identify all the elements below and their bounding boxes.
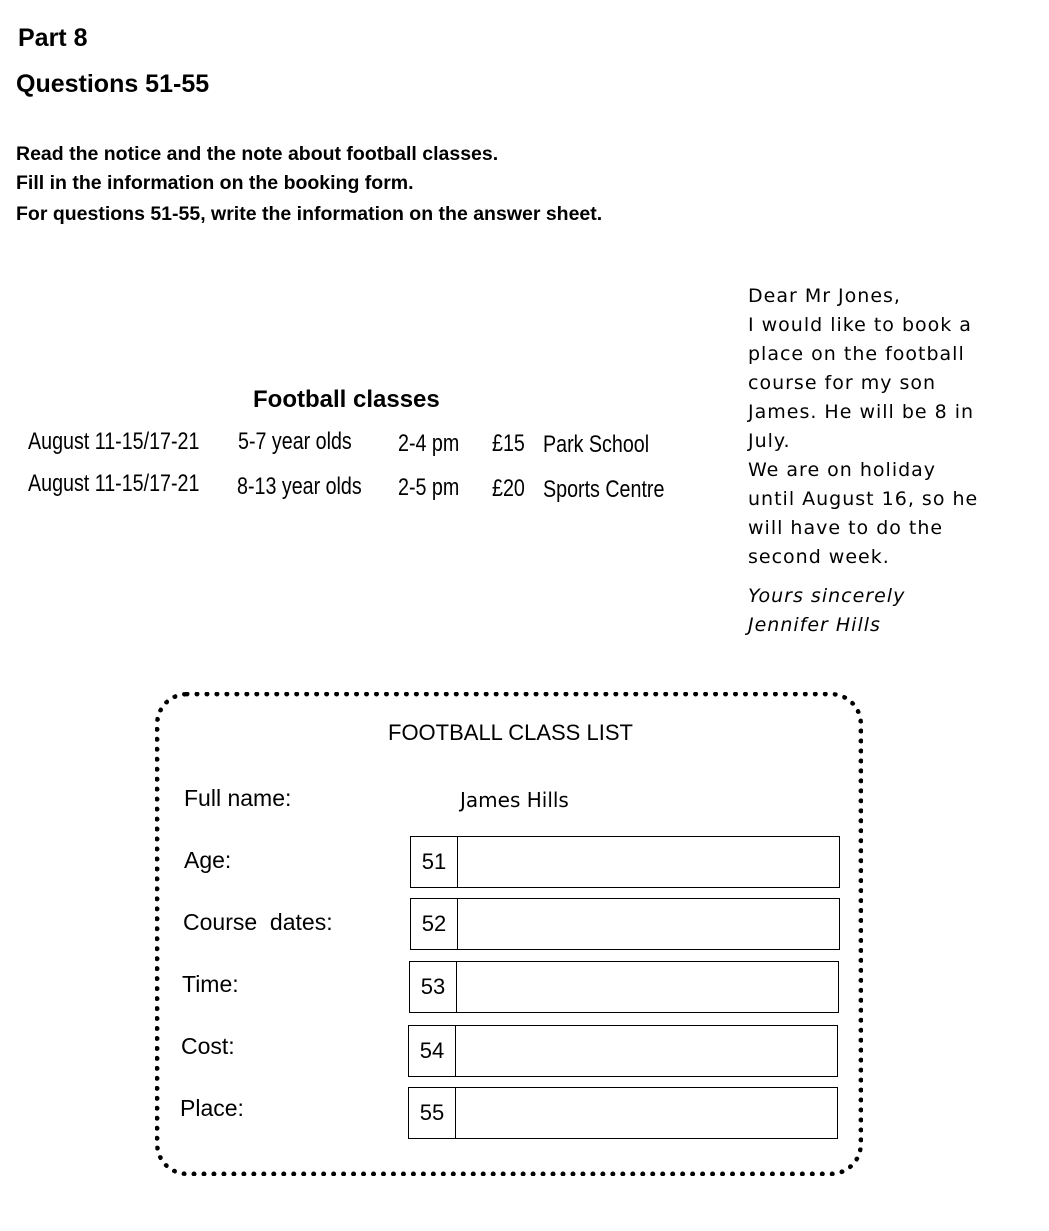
note-line: Dear Mr Jones, <box>748 285 901 307</box>
cost-label: Cost: <box>181 1033 235 1059</box>
answer-53 <box>409 961 839 1013</box>
notice-place: Park School <box>543 431 650 458</box>
notice-cost: £15 <box>492 430 525 457</box>
question-number: 53 <box>410 962 457 1012</box>
part-heading: Part 8 <box>18 24 88 52</box>
notice-title: Football classes <box>253 386 440 413</box>
note-line: James. He will be 8 in <box>748 401 975 423</box>
place-input[interactable] <box>456 1088 837 1138</box>
course-dates-label: Course dates: <box>183 909 333 935</box>
notice-time: 2-4 pm <box>398 430 460 457</box>
full-name-label: Full name: <box>184 785 292 811</box>
age-label: Age: <box>184 847 232 873</box>
note-line: We are on holiday <box>748 459 937 481</box>
full-name-value: James Hills <box>460 788 569 812</box>
answer-55 <box>408 1087 838 1139</box>
question-number: 55 <box>409 1088 456 1138</box>
instruction-line: Read the notice and the note about football classes. <box>16 143 499 165</box>
notice-dates: August 11-15/17-21 <box>28 428 200 455</box>
note-line: will have to do the <box>748 517 944 539</box>
question-number: 54 <box>409 1026 456 1076</box>
notice-ages: 5-7 year olds <box>238 428 352 455</box>
notice-cost: £20 <box>492 475 525 502</box>
notice-place: Sports Centre <box>543 476 665 503</box>
note-line: place on the football <box>748 343 965 365</box>
notice-ages: 8-13 year olds <box>237 473 362 500</box>
notice-dates: August 11-15/17-21 <box>28 470 200 497</box>
note-line: July. <box>748 430 791 452</box>
time-label: Time: <box>182 971 239 997</box>
answer-54 <box>408 1025 838 1077</box>
note-line: second week. <box>748 546 890 568</box>
time-input[interactable] <box>457 962 838 1012</box>
course-dates-input[interactable] <box>458 899 839 949</box>
questions-heading: Questions 51-55 <box>16 70 210 98</box>
note-line: course for my son <box>748 372 937 394</box>
note-line: I would like to book a <box>748 314 972 336</box>
instruction-line: For questions 51-55, write the information on the answer sheet. <box>16 203 603 225</box>
age-input[interactable] <box>458 837 839 887</box>
answer-51 <box>410 836 840 888</box>
question-number: 51 <box>411 837 458 887</box>
question-number: 52 <box>411 899 458 949</box>
handwritten-note <box>748 282 978 640</box>
answer-52 <box>410 898 840 950</box>
note-closing: Yours sincerely <box>748 585 906 607</box>
note-line: until August 16, so he <box>748 488 979 510</box>
instruction-line: Fill in the information on the booking form. <box>16 172 414 194</box>
cost-input[interactable] <box>456 1026 837 1076</box>
form-title: FOOTBALL CLASS LIST <box>388 720 633 745</box>
note-signature: Jennifer Hills <box>748 614 881 636</box>
place-label: Place: <box>180 1095 244 1121</box>
notice-time: 2-5 pm <box>398 474 460 501</box>
